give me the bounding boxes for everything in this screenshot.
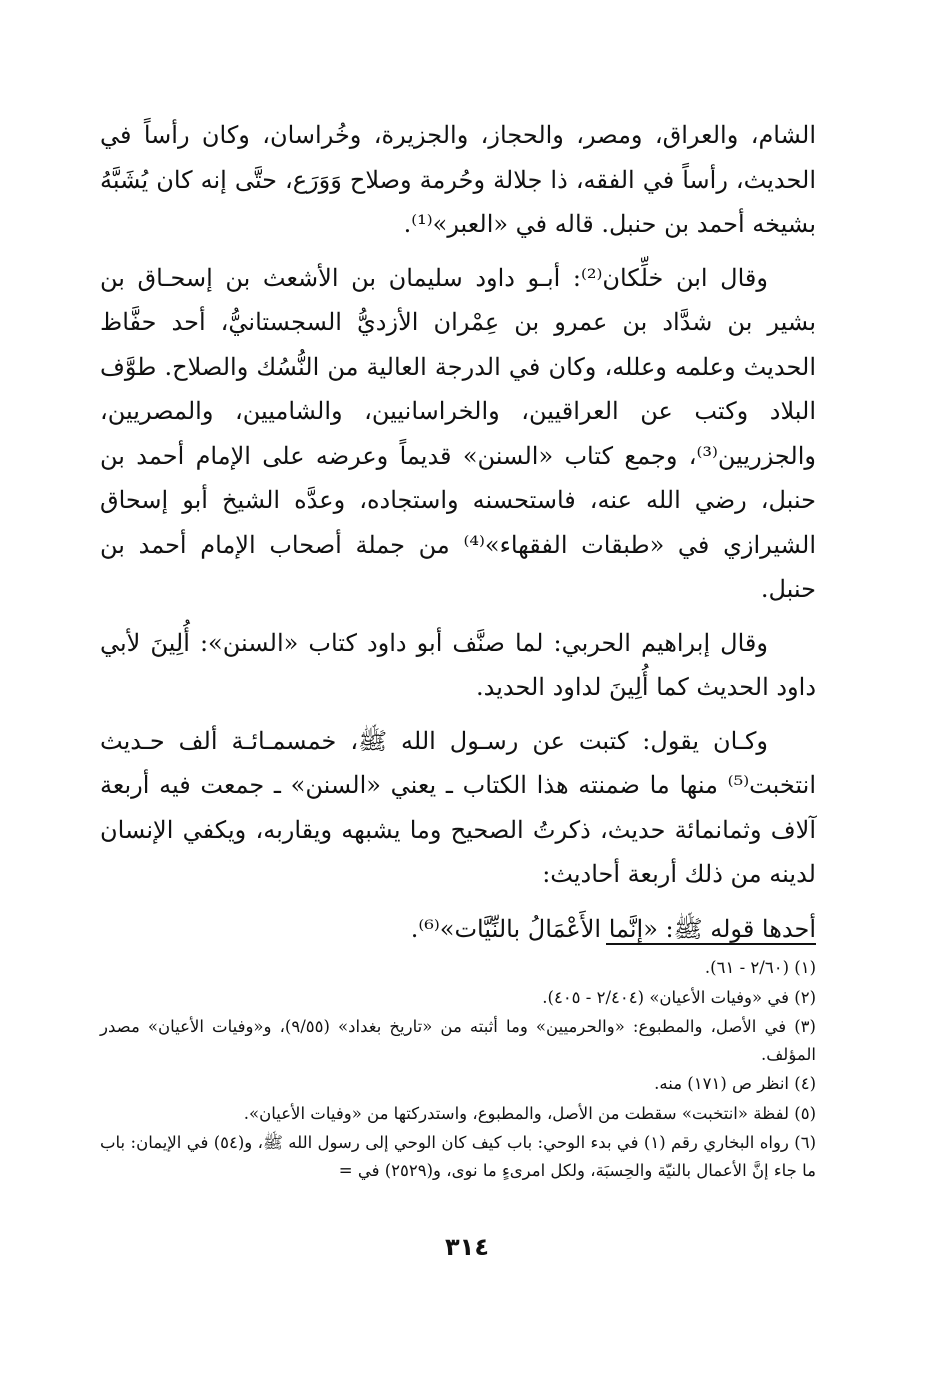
footnote-5: (٥) لفظة «انتخبت» سقطت من الأصل، والمطبوع، واستدركتها من «وفيات الأعيان».	[243, 1104, 816, 1123]
footnote-2: (٢) في «وفيات الأعيان» (٢/٤٠٤ - ٤٠٥).	[542, 988, 816, 1007]
main-text	[100, 113, 816, 951]
paragraph-2: وقال ابن خلِّكان⁽²⁾: أبـو داود سليمان بن الأشعث بن إسحـاق بن بشير بن شدَّاد بن عمرو بن عِمْران الأزديُّ السجستانيُّ، أحد حفَّاظ الحديث وعلمه وعلله، وكان في الدرجة العالية من النُّسُك والصلاح. طوَّف البلاد وكتب عن العراقيين، والخراسانيين، والشاميين، والمصريين، والجزريين⁽³⁾، وجمع كتاب «السنن» قديماً وعرضه على الإمام أحمد بن حنبل، رضي الله عنه، فاستحسنه واستجاده، وعدَّه الشيخ أبو إسحاق الشيرازي في «طبقات الفقهاء»⁽⁴⁾ من جملة أصحاب الإمام أحمد بن حنبل.	[100, 263, 817, 603]
page-content	[100, 113, 817, 1180]
footnote-4: (٤) انظر ص (١٧١) منه.	[654, 1074, 816, 1093]
paragraph-5: أحدها قوله ﷺ: «إنَّما الأَعْمَالُ بالنِّيَّات»⁽⁶⁾.	[410, 914, 816, 943]
paragraph-4: وكـان يقول: كتبت عن رسـول الله ﷺ، خمسمـائـة ألف حـديث انتخبت⁽⁵⁾ منها ما ضمنته هذا الكتاب ـ يعني «السنن» ـ جمعت فيه أربعة آلاف وثمانمائة حديث، ذكرتُ الصحيح وما يشبهه ويقاربه، ويكفي الإنسان لدينه من ذلك أربعة أحاديث:	[100, 726, 816, 888]
footnote-6: (٦) رواه البخاري رقم (١) في بدء الوحي: باب كيف كان الوحي إلى رسول الله ﷺ، و(٥٤) في الإيمان: باب ما جاء إنَّ الأعمال بالنيّة والحِسبَة، ولكل امرىءٍ ما نوى، و(٢٥٢٩) في =	[100, 1133, 816, 1180]
paragraph-3: وقال إبراهيم الحربي: لما صنَّف أبو داود كتاب «السنن»: أُلِينَ لأبي داود الحديث كما أُلِينَ لداود الحديد.	[100, 628, 816, 701]
footnotes	[100, 953, 816, 1185]
paragraph-1: الشام، والعراق، ومصر، والحجاز، والجزيرة، وخُراسان، وكان رأساً في الحديث، رأساً في الفقه، ذا جلالة وحُرمة وصلاح وَوَرَع، حتَّى إنه كان يُشَبَّهُ بشيخه أحمد بن حنبل. قاله في «العبر»⁽¹⁾.	[100, 121, 816, 238]
footnote-separator	[606, 943, 816, 945]
footnote-3: (٣) في الأصل، والمطبوع: «والحرميين» وما أثبته من «تاريخ بغداد» (٩/٥٥)، و«وفيات الأعيان» مصدر المؤلف.	[100, 1017, 816, 1064]
footnote-1: (١) (٢/٦٠ - ٦١).	[704, 958, 816, 977]
page-number: ٣١٤	[445, 1233, 489, 1261]
